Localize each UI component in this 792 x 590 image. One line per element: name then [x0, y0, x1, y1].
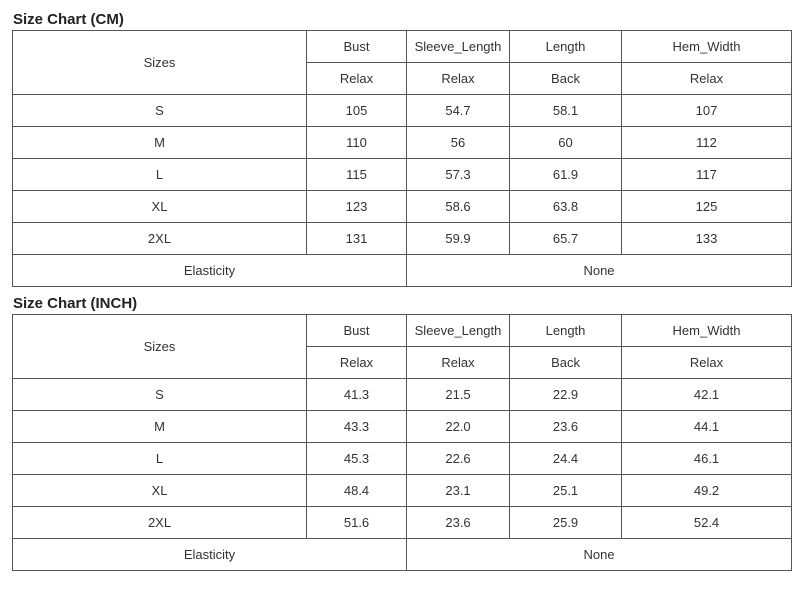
size-cell: XL — [13, 475, 307, 507]
footer-row — [13, 539, 792, 571]
sleeve-length-cell: 56 — [407, 127, 510, 159]
table-row — [13, 159, 792, 191]
hem-width-cell: 42.1 — [622, 379, 792, 411]
hem-width-cell: 107 — [622, 95, 792, 127]
bust-cell: 123 — [307, 191, 407, 223]
hem-width-cell: 112 — [622, 127, 792, 159]
hem-width-cell: 117 — [622, 159, 792, 191]
elasticity-value: None — [407, 539, 792, 571]
column-sub-length: Back — [510, 63, 622, 95]
length-cell: 23.6 — [510, 411, 622, 443]
sizes-header: Sizes — [13, 315, 307, 379]
column-header-length: Length — [510, 315, 622, 347]
size-cell: L — [13, 159, 307, 191]
sleeve-length-cell: 22.0 — [407, 411, 510, 443]
elasticity-label: Elasticity — [13, 539, 407, 571]
column-sub-length: Back — [510, 347, 622, 379]
footer-row — [13, 255, 792, 287]
sleeve-length-cell: 57.3 — [407, 159, 510, 191]
length-cell: 60 — [510, 127, 622, 159]
sizes-header: Sizes — [13, 31, 307, 95]
sleeve-length-cell: 21.5 — [407, 379, 510, 411]
bust-cell: 115 — [307, 159, 407, 191]
table-row — [13, 379, 792, 411]
size-cell: L — [13, 443, 307, 475]
column-header-bust: Bust — [307, 31, 407, 63]
hem-width-cell: 49.2 — [622, 475, 792, 507]
length-cell: 25.9 — [510, 507, 622, 539]
sleeve-length-cell: 59.9 — [407, 223, 510, 255]
elasticity-label: Elasticity — [13, 255, 407, 287]
table-row — [13, 411, 792, 443]
column-sub-bust: Relax — [307, 347, 407, 379]
table-row — [13, 443, 792, 475]
sleeve-length-cell: 58.6 — [407, 191, 510, 223]
bust-cell: 43.3 — [307, 411, 407, 443]
length-cell: 61.9 — [510, 159, 622, 191]
bust-cell: 110 — [307, 127, 407, 159]
column-header-bust: Bust — [307, 315, 407, 347]
column-sub-bust: Relax — [307, 63, 407, 95]
hem-width-cell: 44.1 — [622, 411, 792, 443]
size-chart-inch-title: Size Chart (INCH) — [13, 295, 138, 312]
bust-cell: 45.3 — [307, 443, 407, 475]
length-cell: 58.1 — [510, 95, 622, 127]
size-chart-cm-table — [12, 30, 792, 287]
size-chart-inch-table — [12, 314, 792, 571]
length-cell: 65.7 — [510, 223, 622, 255]
sleeve-length-cell: 54.7 — [407, 95, 510, 127]
table-row — [13, 191, 792, 223]
column-header-sleeve-length: Sleeve_Length — [407, 315, 510, 347]
size-cell: 2XL — [13, 507, 307, 539]
bust-cell: 131 — [307, 223, 407, 255]
hem-width-cell: 46.1 — [622, 443, 792, 475]
column-header-sleeve-length: Sleeve_Length — [407, 31, 510, 63]
size-cell: S — [13, 95, 307, 127]
size-cell: 2XL — [13, 223, 307, 255]
column-sub-sleeve-length: Relax — [407, 347, 510, 379]
bust-cell: 41.3 — [307, 379, 407, 411]
size-cell: XL — [13, 191, 307, 223]
size-cell: M — [13, 411, 307, 443]
column-sub-hem-width: Relax — [622, 63, 792, 95]
sleeve-length-cell: 22.6 — [407, 443, 510, 475]
table-row — [13, 475, 792, 507]
column-header-hem-width: Hem_Width — [622, 31, 792, 63]
elasticity-value: None — [407, 255, 792, 287]
table-row — [13, 95, 792, 127]
header-row — [13, 315, 792, 347]
table-row — [13, 127, 792, 159]
bust-cell: 51.6 — [307, 507, 407, 539]
length-cell: 22.9 — [510, 379, 622, 411]
sleeve-length-cell: 23.1 — [407, 475, 510, 507]
size-chart-cm-title: Size Chart (CM) — [13, 11, 124, 28]
table-row — [13, 223, 792, 255]
length-cell: 25.1 — [510, 475, 622, 507]
sleeve-length-cell: 23.6 — [407, 507, 510, 539]
hem-width-cell: 52.4 — [622, 507, 792, 539]
column-header-length: Length — [510, 31, 622, 63]
size-cell: M — [13, 127, 307, 159]
bust-cell: 105 — [307, 95, 407, 127]
column-header-hem-width: Hem_Width — [622, 315, 792, 347]
bust-cell: 48.4 — [307, 475, 407, 507]
column-sub-sleeve-length: Relax — [407, 63, 510, 95]
length-cell: 63.8 — [510, 191, 622, 223]
header-row — [13, 31, 792, 63]
size-cell: S — [13, 379, 307, 411]
length-cell: 24.4 — [510, 443, 622, 475]
hem-width-cell: 133 — [622, 223, 792, 255]
column-sub-hem-width: Relax — [622, 347, 792, 379]
table-row — [13, 507, 792, 539]
hem-width-cell: 125 — [622, 191, 792, 223]
